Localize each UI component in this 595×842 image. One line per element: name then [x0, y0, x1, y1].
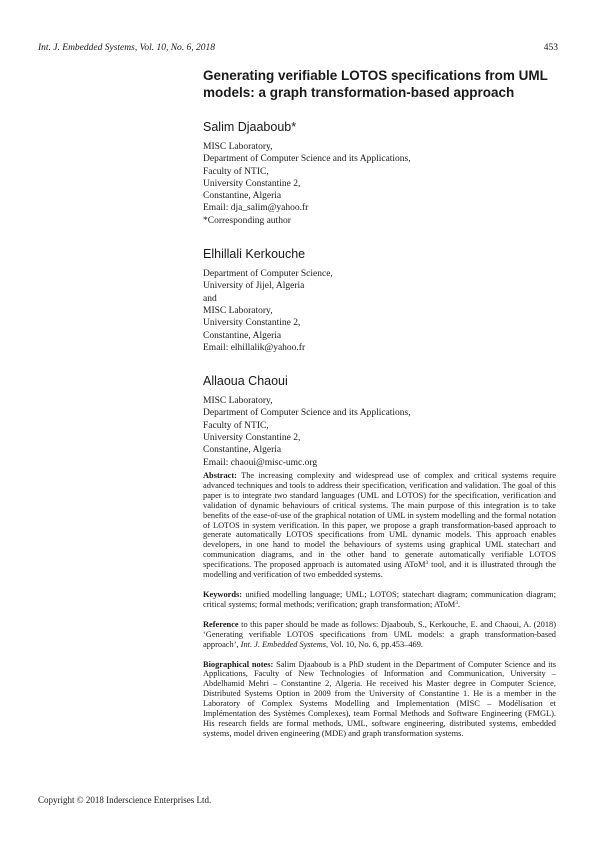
- affiliation-line: Constantine, Algeria: [203, 330, 282, 341]
- abstract-text-end: tool, and it is illustrated through the modelling and verification of two embedded systems.: [203, 560, 557, 580]
- author-email: Email: chaoui@misc-umc.org: [203, 457, 318, 468]
- affiliation-line: University of Jijel, Algeria: [203, 281, 305, 292]
- affiliation-line: MISC Laboratory,: [203, 142, 273, 152]
- reference-text-end: , Vol. 10, No. 6, pp.453–469.: [326, 639, 423, 649]
- page-number: 453: [543, 43, 558, 53]
- author-affiliation: [203, 395, 556, 469]
- author-block: [203, 247, 556, 354]
- abstract-text: The increasing complexity and widespread use of complex and critical systems require advanced techniques and tools to address their specification, verification and validation. The goal of this paper is to integrate two standard languages (UML and LOTOS) for the specification, verification and validation of dynamic behaviours of critical systems. The main purpose of this integration is to take benefits of the ease-of-use of the graphical notation of UML in system modelling and the formal notation of LOTOS in system verification. In this paper, we propose a graph transformation-based approach to generate automatically LOTOS specifications from UML dynamic models. This approach enables developers, in one hand to model the behaviours of systems using graphical UML statechart and communication diagrams, and in the other hand to generate automatically verifiable LOTOS specifications. The proposed approach is automated using AToM: [203, 471, 556, 570]
- superscript: 3: [455, 599, 458, 606]
- affiliation-line: Faculty of NTIC,: [203, 420, 269, 431]
- author-name: Salim Djaaboub*: [203, 120, 297, 134]
- affiliation-line: University Constantine 2,: [203, 433, 301, 444]
- affiliation-line: Department of Computer Science,: [203, 269, 333, 280]
- reference-label: Reference: [203, 619, 239, 629]
- paper-title: Generating verifiable LOTOS specifications from UML models: a graph transformation-based approach: [203, 68, 548, 100]
- journal-citation: Int. J. Embedded Systems, Vol. 10, No. 6, 2018: [38, 43, 216, 53]
- abstract: [203, 471, 556, 580]
- front-matter: [203, 471, 556, 749]
- abstract-label: Abstract:: [203, 471, 237, 480]
- affiliation-line: University Constantine 2,: [203, 318, 301, 329]
- keywords: [203, 590, 556, 610]
- title-block: [203, 68, 556, 469]
- affiliation-line: MISC Laboratory,: [203, 305, 273, 316]
- author-name: Elhillali Kerkouche: [203, 247, 306, 262]
- superscript: 3: [425, 560, 429, 567]
- affiliation-line: Department of Computer Science and its Applications,: [203, 408, 411, 419]
- reference-journal: Int. J. Embedded Systems: [240, 639, 327, 649]
- copyright: Copyright © 2018 Inderscience Enterprises Ltd.: [38, 795, 212, 805]
- author-affiliation: [203, 268, 556, 354]
- biographical-notes: [203, 660, 556, 739]
- reference-text: to this paper should be made as follows: Djaaboub, S., Kerkouche, E. and Chaoui, A. (2018) ‘Generating verifiable LOTOS specifications from UML models: a graph transformation-based approach’,: [203, 619, 556, 649]
- affiliation-line: University Constantine 2,: [203, 178, 301, 189]
- bio-label: Biographical notes:: [203, 659, 274, 669]
- affiliation-line: MISC Laboratory,: [203, 396, 273, 407]
- affiliation-line: Constantine, Algeria: [203, 445, 282, 456]
- running-head: [38, 43, 558, 57]
- author-block: [203, 374, 556, 469]
- affiliation-line: Constantine, Algeria: [203, 191, 282, 202]
- keywords-label: Keywords:: [203, 589, 243, 599]
- author-email: Email: dja_salim@yahoo.fr: [203, 203, 309, 214]
- affiliation-line: Faculty of NTIC,: [203, 166, 269, 177]
- affiliation-line: and: [203, 293, 217, 304]
- bio-text: Salim Djaaboub is a PhD student in the Department of Computer Science and its Applications, Faculty of New Technologies of Information and Communication, University – Abdelhamid Mehri – Constantine 2, Algeria. He received his Master degree in Computer Science, Distributed Systems Option in 2009 from the University of Constantine 1. He is a member in the Laboratory of Complex Systems Modelling and Implementation (MISC – Modélisation et Implémentation des Systèmes Complexes), team Formal Methods and Software Engineering (FMGL). His research fields are formal methods, UML, software engineering, distributed systems, embedded systems, model driven engineering (MDE) and graph transformation systems.: [203, 659, 557, 738]
- reference: [203, 620, 556, 650]
- author-email: Email: elhillalik@yahoo.fr: [203, 342, 306, 353]
- author-block: [203, 120, 556, 227]
- affiliation-line: Department of Computer Science and its Applications,: [203, 154, 411, 165]
- keywords-text-end: .: [457, 599, 461, 609]
- author-affiliation: [203, 141, 556, 227]
- author-name: Allaoua Chaoui: [203, 374, 288, 389]
- keywords-text: unified modelling language; UML; LOTOS; statechart diagram; communication diagram; critical systems; formal methods; verification; graph transformation; AToM: [203, 589, 557, 609]
- corresponding-author-note: *Corresponding author: [203, 215, 291, 226]
